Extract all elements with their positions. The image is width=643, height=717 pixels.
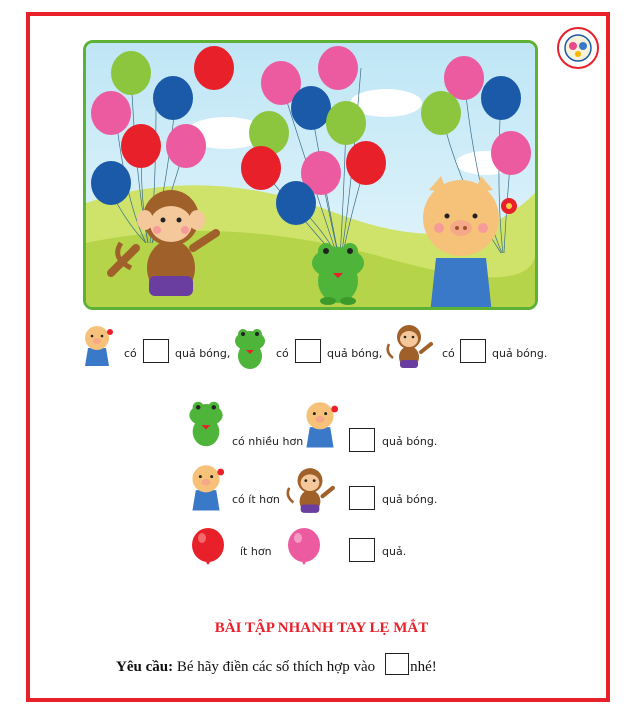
row1-qua-bong-1: quả bóng, [175, 347, 231, 360]
pig-icon [186, 463, 226, 515]
fewer-than-text: có ít hơn [232, 493, 280, 506]
illustration-scene [83, 40, 538, 310]
row1-qua-bong-3: quả bóng. [492, 347, 548, 360]
answer-box-fewer[interactable] [349, 486, 375, 510]
answer-box-pig[interactable] [143, 339, 169, 363]
school-logo [556, 26, 600, 70]
pig-icon [80, 324, 114, 370]
answer-box-frog[interactable] [295, 339, 321, 363]
instruction-box-icon [385, 653, 409, 675]
worksheet-title: BÀI TẬP NHANH TAY LẸ MẮT [214, 620, 429, 636]
instruction-text: Bé hãy điền các số thích hợp vào [176, 659, 376, 675]
instruction-line [116, 653, 437, 676]
row1-co-1: có [124, 347, 137, 360]
instruction-label: Yêu cầu: [116, 659, 174, 675]
row1-co-2: có [276, 347, 289, 360]
qua-text: quả. [382, 545, 407, 558]
pink-balloon-icon [286, 527, 322, 567]
frog-icon [232, 326, 268, 372]
answer-box-monkey[interactable] [460, 339, 486, 363]
frog-icon [186, 398, 226, 450]
red-balloon-icon [190, 527, 226, 567]
row1-qua-bong-2: quả bóng, [327, 347, 383, 360]
monkey-icon [385, 322, 433, 372]
qua-bong-a: quả bóng. [382, 435, 438, 448]
less-text: ít hơn [240, 545, 272, 558]
more-than-text: có nhiều hơn [232, 435, 304, 448]
instruction-end: nhé! [410, 659, 437, 675]
row1-co-3: có [442, 347, 455, 360]
answer-box-more[interactable] [349, 428, 375, 452]
pig-icon [300, 400, 340, 452]
monkey-icon [284, 465, 336, 517]
answer-box-balloon[interactable] [349, 538, 375, 562]
qua-bong-b: quả bóng. [382, 493, 438, 506]
